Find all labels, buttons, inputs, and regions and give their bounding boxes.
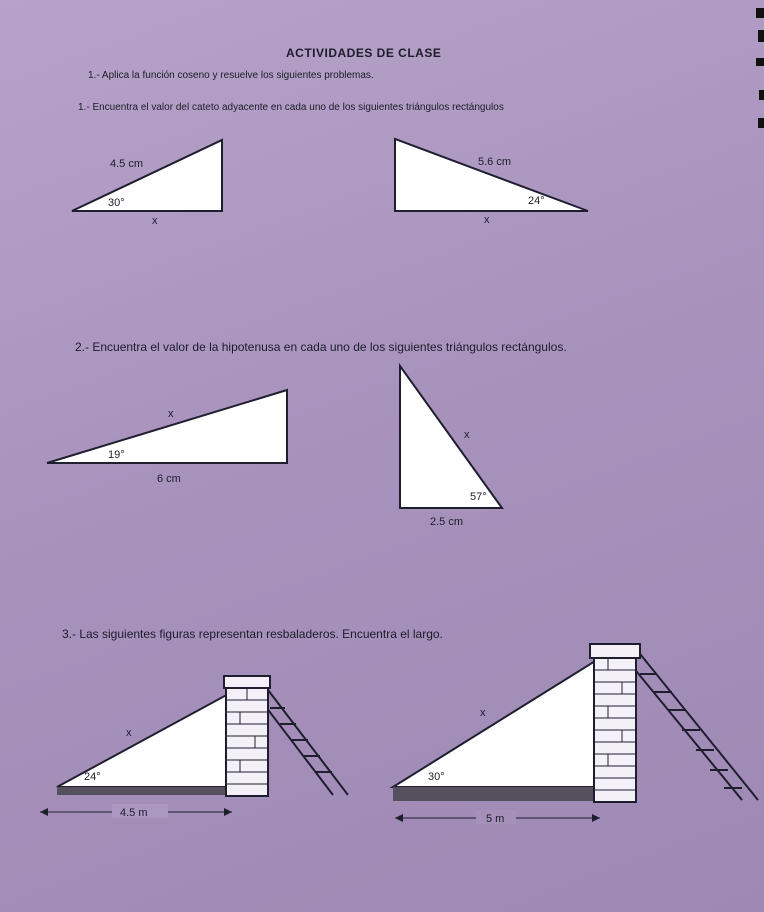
s1b-angle-label: 24° (528, 195, 545, 207)
s1b-unknown-label: x (484, 214, 490, 226)
s1a-angle-label: 30° (108, 197, 125, 209)
s3a-base-label: 4.5 m (120, 807, 148, 819)
section1-prompt: 1.- Encuentra el valor del cateto adyacente en cada uno de los siguientes triángulos rectángulos (78, 102, 504, 113)
s1a-hyp-label: 4.5 cm (110, 158, 144, 170)
s2a-side-label: 6 cm (157, 473, 181, 485)
s2-triangle-a (47, 390, 287, 485)
section2-prompt: 2.- Encuentra el valor de la hipotenusa en cada uno de los siguientes triángulos rectángulos. (75, 340, 567, 354)
s1-triangle-b (395, 139, 588, 226)
s3a-angle-label: 24° (84, 771, 101, 783)
general-instruction: 1.- Aplica la función coseno y resuelve los siguientes problemas. (88, 70, 374, 81)
s3-slide-b (393, 644, 758, 825)
s2b-side-label: 2.5 cm (430, 516, 464, 528)
s2b-angle-label: 57° (470, 491, 487, 503)
worksheet-title: ACTIVIDADES DE CLASE (286, 46, 442, 60)
s3a-length-label: x (126, 727, 132, 739)
s2-triangle-b (400, 366, 502, 528)
section3-prompt: 3.- Las siguientes figuras representan resbaladeros. Encuentra el largo. (62, 627, 443, 641)
s3b-base-label: 5 m (486, 813, 505, 825)
s3b-length-label: x (480, 707, 486, 719)
s2a-hyp-label: x (168, 408, 174, 420)
s2b-hyp-label: x (464, 429, 470, 441)
s1b-hyp-label: 5.6 cm (478, 156, 512, 168)
s1-triangle-a (72, 140, 222, 227)
s3-slide-a (40, 676, 348, 819)
s2a-angle-label: 19° (108, 449, 125, 461)
s3b-angle-label: 30° (428, 771, 445, 783)
s1a-unknown-label: x (152, 215, 158, 227)
